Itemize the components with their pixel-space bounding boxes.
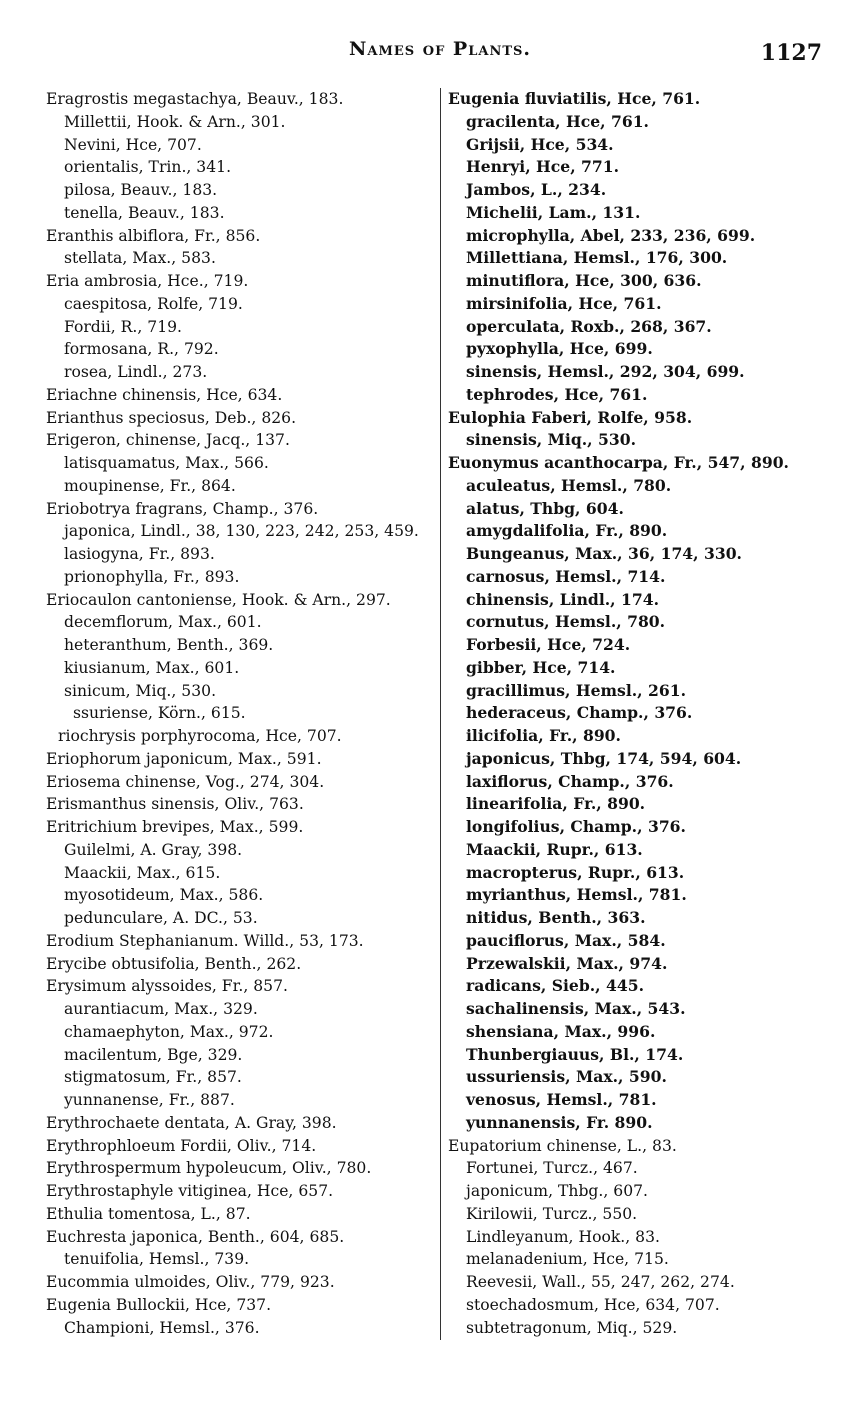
index-subentry: ssuriense, Körn., 615.	[73, 704, 246, 723]
index-subentry: Championi, Hemsl., 376.	[64, 1318, 260, 1337]
index-entry: Eulophia Faberi, Rolfe, 958.	[448, 407, 693, 427]
index-subentry: macilentum, Bge, 329.	[64, 1045, 243, 1064]
index-subentry: Thunbergiauus, Bl., 174.	[466, 1044, 684, 1064]
index-subentry: amygdalifolia, Fr., 890.	[466, 521, 668, 541]
index-subentry: radicans, Sieb., 445.	[466, 976, 644, 996]
index-subentry: ussuriensis, Max., 590.	[466, 1067, 667, 1087]
index-subentry: Reevesii, Wall., 55, 247, 262, 274.	[466, 1273, 735, 1291]
index-entry: Eriocaulon cantoniense, Hook. & Arn., 297.	[46, 590, 391, 609]
index-subentry: pauciflorus, Max., 584.	[466, 930, 666, 950]
index-subentry: decemflorum, Max., 601.	[64, 613, 262, 632]
index-subentry: nitidus, Benth., 363.	[466, 908, 646, 927]
index-subentry: Grijsii, Hce, 534.	[466, 134, 614, 154]
index-subentry: Jambos, L., 234.	[466, 180, 607, 199]
index-subentry: linearifolia, Fr., 890.	[466, 794, 646, 814]
index-subentry: japonicum, Thbg., 607.	[466, 1182, 649, 1200]
index-entry: Eriobotrya fragrans, Champ., 376.	[46, 499, 319, 518]
index-subentry: ilicifolia, Fr., 890.	[466, 726, 621, 745]
page-title: Names of Plants.	[349, 38, 531, 60]
index-column-right	[448, 88, 838, 1339]
index-subentry: operculata, Roxb., 268, 367.	[466, 316, 712, 336]
index-entry: Erigeron, chinense, Jacq., 137.	[46, 431, 290, 450]
index-subentry: laxiflorus, Champ., 376.	[466, 771, 674, 791]
index-subentry: sinensis, Miq., 530.	[466, 430, 636, 450]
index-subentry: Przewalskii, Max., 974.	[466, 953, 668, 973]
index-subentry: Henryi, Hce, 771.	[466, 157, 620, 177]
index-subentry: yunnanense, Fr., 887.	[64, 1091, 235, 1109]
index-subentry: hederaceus, Champ., 376.	[466, 703, 693, 723]
index-subentry: macropterus, Rupr., 613.	[466, 862, 685, 882]
index-entry: Erismanthus sinensis, Oliv., 763.	[46, 795, 304, 814]
index-subentry: alatus, Thbg, 604.	[466, 498, 624, 518]
index-subentry: chinensis, Lindl., 174.	[466, 589, 660, 609]
index-subentry: sachalinensis, Max., 543.	[466, 999, 686, 1018]
column-divider	[440, 88, 441, 1340]
index-subentry: Forbesii, Hce, 724.	[466, 635, 631, 654]
index-subentry: lasiogyna, Fr., 893.	[64, 545, 215, 563]
index-entry: Erythrophloeum Fordii, Oliv., 714.	[46, 1136, 317, 1155]
index-entry: Eucommia ulmoides, Oliv., 779, 923.	[46, 1273, 335, 1291]
index-subentry: longifolius, Champ., 376.	[466, 817, 686, 836]
index-entry: Erythrospermum hypoleucum, Oliv., 780.	[46, 1159, 372, 1178]
index-subentry: heteranthum, Benth., 369.	[64, 636, 274, 654]
index-subentry: tenuifolia, Hemsl., 739.	[64, 1250, 250, 1269]
index-entry: Eugenia Bullockii, Hce, 737.	[46, 1295, 272, 1314]
index-subentry: prionophylla, Fr., 893.	[64, 567, 240, 586]
index-subentry: myosotideum, Max., 586.	[64, 886, 264, 905]
index-subentry: Millettii, Hook. & Arn., 301.	[64, 112, 286, 131]
index-subentry: tenella, Beauv., 183.	[64, 203, 225, 222]
index-subentry: Nevini, Hce, 707.	[64, 135, 202, 154]
index-entry: Erodium Stephanianum. Willd., 53, 173.	[46, 931, 364, 950]
index-entry: Euchresta japonica, Benth., 604, 685.	[46, 1227, 345, 1246]
index-entry: Eria ambrosia, Hce., 719.	[46, 272, 249, 290]
index-entry: Eragrostis megastachya, Beauv., 183.	[46, 90, 344, 108]
index-subentry: venosus, Hemsl., 781.	[466, 1090, 657, 1109]
index-entry: Eriosema chinense, Vog., 274, 304.	[46, 772, 325, 791]
index-subentry: Guilelmi, A. Gray, 398.	[64, 840, 243, 859]
index-subentry: pedunculare, A. DC., 53.	[64, 909, 258, 927]
index-subentry: Maackii, Rupr., 613.	[466, 839, 643, 859]
index-entry: Eriachne chinensis, Hce, 634.	[46, 385, 283, 404]
index-subentry: latisquamatus, Max., 566.	[64, 454, 269, 472]
index-subentry: aurantiacum, Max., 329.	[64, 1000, 258, 1018]
index-subentry: stellata, Max., 583.	[64, 249, 216, 268]
index-entry: Eupatorium chinense, L., 83.	[448, 1136, 677, 1155]
index-subentry: cornutus, Hemsl., 780.	[466, 612, 666, 632]
index-entry: Eranthis albiflora, Fr., 856.	[46, 226, 261, 245]
index-subentry: carnosus, Hemsl., 714.	[466, 566, 666, 586]
index-subentry: gracillimus, Hemsl., 261.	[466, 680, 687, 700]
index-subentry: Maackii, Max., 615.	[64, 863, 221, 882]
index-subentry: sinicum, Miq., 530.	[64, 681, 217, 700]
index-entry: Erythrochaete dentata, A. Gray, 398.	[46, 1113, 337, 1132]
index-entry: Erianthus speciosus, Deb., 826.	[46, 408, 297, 427]
index-subentry: Millettiana, Hemsl., 176, 300.	[466, 248, 728, 268]
index-subentry: shensiana, Max., 996.	[466, 1021, 656, 1041]
index-subentry: stoechadosmum, Hce, 634, 707.	[466, 1295, 720, 1314]
index-subentry: sinensis, Hemsl., 292, 304, 699.	[466, 362, 745, 381]
index-subentry: yunnanensis, Fr. 890.	[466, 1112, 653, 1132]
index-entry: Eritrichium brevipes, Max., 599.	[46, 818, 304, 836]
index-subentry: aculeatus, Hemsl., 780.	[466, 475, 672, 495]
index-subentry: rosea, Lindl., 273.	[64, 363, 208, 381]
index-column-left	[46, 88, 436, 1339]
index-subentry: orientalis, Trin., 341.	[64, 158, 232, 177]
index-subentry: kiusianum, Max., 601.	[64, 658, 240, 677]
index-subentry: chamaephyton, Max., 972.	[64, 1022, 274, 1041]
index-subentry: pilosa, Beauv., 183.	[64, 181, 218, 199]
index-subentry: Fortunei, Turcz., 467.	[466, 1159, 638, 1178]
index-entry: Eugenia fluviatilis, Hce, 761.	[448, 89, 701, 108]
index-subentry: Lindleyanum, Hook., 83.	[466, 1227, 660, 1246]
index-subentry: japonica, Lindl., 38, 130, 223, 242, 253, 459.	[64, 522, 419, 541]
index-subentry: gibber, Hce, 714.	[466, 657, 616, 677]
index-entry: Eriophorum japonicum, Max., 591.	[46, 749, 322, 768]
index-subentry: stigmatosum, Fr., 857.	[64, 1068, 242, 1087]
index-subentry: microphylla, Abel, 233, 236, 699.	[466, 225, 756, 245]
index-subentry: tephrodes, Hce, 761.	[466, 384, 648, 404]
index-subentry: riochrysis porphyrocoma, Hce, 707.	[58, 727, 342, 745]
index-entry: Erysimum alyssoides, Fr., 857.	[46, 977, 288, 996]
index-subentry: pyxophylla, Hce, 699.	[466, 339, 653, 359]
index-subentry: moupinense, Fr., 864.	[64, 476, 236, 495]
index-subentry: gracilenta, Hce, 761.	[466, 111, 649, 131]
index-subentry: Michelii, Lam., 131.	[466, 202, 641, 222]
index-subentry: japonicus, Thbg, 174, 594, 604.	[466, 748, 742, 768]
index-subentry: Fordii, R., 719.	[64, 317, 183, 336]
index-subentry: minutiflora, Hce, 300, 636.	[466, 271, 702, 290]
index-entry: Erythrostaphyle vitiginea, Hce, 657.	[46, 1182, 334, 1200]
index-entry: Ethulia tomentosa, L., 87.	[46, 1204, 251, 1223]
page-number: 1127	[760, 40, 822, 66]
index-subentry: subtetragonum, Miq., 529.	[466, 1318, 678, 1337]
index-subentry: mirsinifolia, Hce, 761.	[466, 293, 662, 313]
index-subentry: caespitosa, Rolfe, 719.	[64, 294, 243, 313]
index-subentry: formosana, R., 792.	[64, 340, 219, 359]
index-subentry: myrianthus, Hemsl., 781.	[466, 885, 687, 905]
index-entry: Erycibe obtusifolia, Benth., 262.	[46, 954, 302, 973]
index-subentry: Bungeanus, Max., 36, 174, 330.	[466, 544, 742, 563]
index-entry: Euonymus acanthocarpa, Fr., 547, 890.	[448, 453, 789, 472]
index-subentry: melanadenium, Hce, 715.	[466, 1250, 669, 1269]
index-subentry: Kirilowii, Turcz., 550.	[466, 1204, 638, 1223]
